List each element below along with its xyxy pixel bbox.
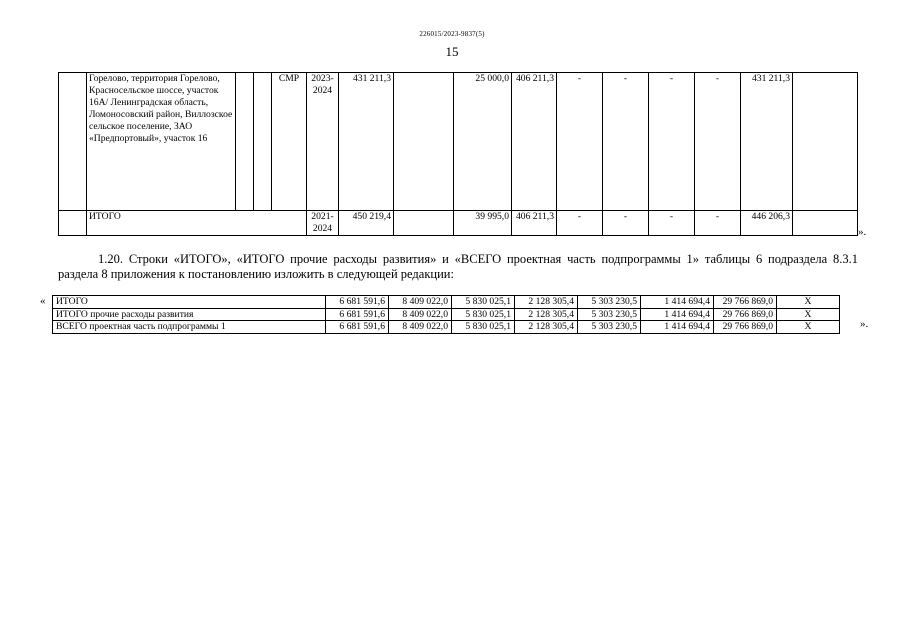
closing-quote: ». (860, 318, 869, 330)
value-cell: 1 414 694,4 (641, 308, 714, 321)
table-row (59, 73, 858, 211)
dash-2: - (603, 211, 649, 236)
value-cell: 5 830 025,1 (452, 296, 515, 309)
project-table-fragment (58, 72, 858, 236)
table-row (59, 211, 858, 236)
value-cell: 5 830 025,1 (452, 308, 515, 321)
total-label: ИТОГО (87, 211, 307, 236)
total-value: 431 211,3 (339, 73, 394, 211)
value-cell: 5 303 230,5 (578, 308, 641, 321)
dash-3: - (649, 211, 695, 236)
x-mark: Х (777, 321, 840, 334)
value-cell: 6 681 591,6 (326, 308, 389, 321)
x-mark: Х (777, 296, 840, 309)
value-cell: 5 303 230,5 (578, 321, 641, 334)
value-cell: 2 128 305,4 (515, 321, 578, 334)
value-cell: 29 766 869,0 (714, 296, 777, 309)
final-value: 431 211,3 (741, 73, 793, 211)
value-cell: 6 681 591,6 (326, 321, 389, 334)
page-number: 15 (445, 44, 459, 59)
dash-1: - (557, 211, 603, 236)
blank-cell (254, 73, 272, 211)
amendment-paragraph (58, 252, 858, 267)
value-cell: 8 409 022,0 (389, 308, 452, 321)
dash-4: - (695, 211, 741, 236)
row-label: ИТОГО прочие расходы развития (53, 308, 326, 321)
totals-table (52, 295, 840, 334)
value-cell: 2 128 305,4 (515, 296, 578, 309)
dash-1: - (557, 73, 603, 211)
table-row (53, 321, 840, 334)
dash-3: - (649, 73, 695, 211)
value-cell: 1 414 694,4 (641, 321, 714, 334)
value-cell: 29 766 869,0 (714, 308, 777, 321)
value-cell: 5 830 025,1 (452, 321, 515, 334)
blank-cell (793, 211, 858, 236)
value-cell: 5 303 230,5 (578, 296, 641, 309)
value-1: 25 000,0 (454, 73, 512, 211)
work-type: СМР (272, 73, 307, 211)
period: 2023-2024 (307, 73, 339, 211)
value-cell: 29 766 869,0 (714, 321, 777, 334)
x-mark: Х (777, 308, 840, 321)
value-1: 39 995,0 (454, 211, 512, 236)
table-row (53, 308, 840, 321)
dash-2: - (603, 73, 649, 211)
row-label: ИТОГО (53, 296, 326, 309)
blank-cell (236, 73, 254, 211)
value-cell: 8 409 022,0 (389, 321, 452, 334)
blank-cell (793, 73, 858, 211)
value-cell: 2 128 305,4 (515, 308, 578, 321)
opening-quote: « (40, 295, 46, 307)
closing-quote: ». (858, 226, 867, 238)
blank-cell (59, 73, 87, 211)
total-value: 450 219,4 (339, 211, 394, 236)
value-2: 406 211,3 (512, 73, 557, 211)
value-2: 406 211,3 (512, 211, 557, 236)
value-cell: 8 409 022,0 (389, 296, 452, 309)
paragraph-line: 1.20. Строки «ИТОГО», «ИТОГО прочие расходы развития» и «ВСЕГО проектная часть подпрограммы 1» таблицы 6 подраздела 8.3.1 (98, 252, 858, 266)
table-row (53, 296, 840, 309)
final-value: 446 206,3 (741, 211, 793, 236)
value-cell: 1 414 694,4 (641, 296, 714, 309)
object-description: Горелово, территория Горелово, Красносельское шоссе, участок 16А/ Ленинградская область, Ломоносовский район, Виллозское сельское поселение, ЗАО «Предпортовый», участок 16 (87, 73, 236, 211)
value-cell: 6 681 591,6 (326, 296, 389, 309)
dash-4: - (695, 73, 741, 211)
row-label: ВСЕГО проектная часть подпрограммы 1 (53, 321, 326, 334)
paragraph-line: раздела 8 приложения к постановлению изложить в следующей редакции: (58, 267, 454, 281)
blank-cell (394, 211, 454, 236)
period: 2021-2024 (307, 211, 339, 236)
blank-cell (59, 211, 87, 236)
blank-cell (394, 73, 454, 211)
document-number: 226015/2023-9837(5) (419, 30, 485, 38)
